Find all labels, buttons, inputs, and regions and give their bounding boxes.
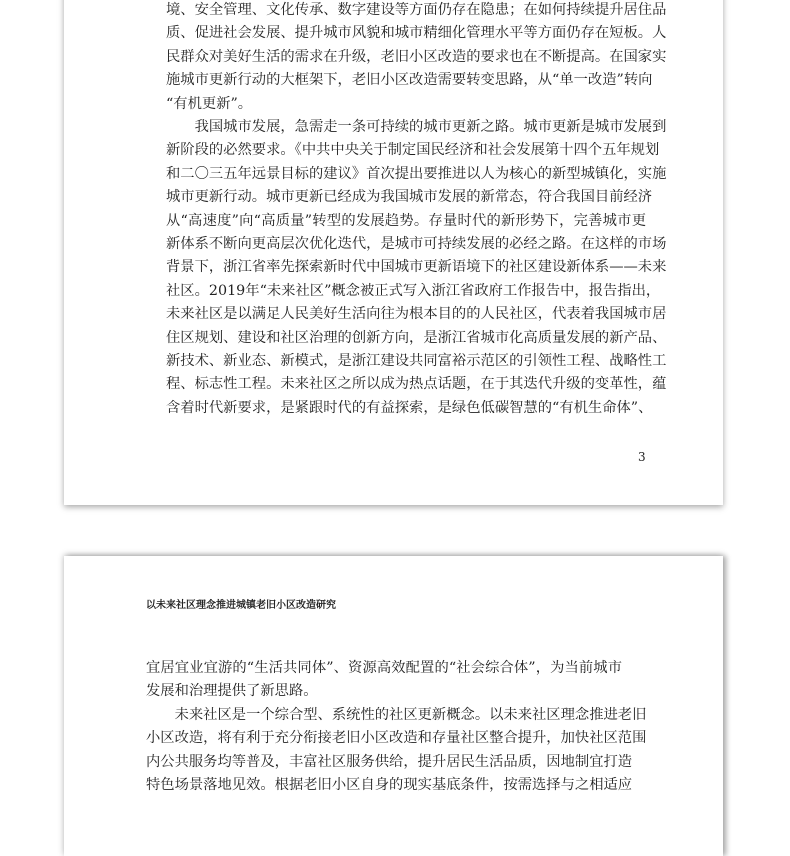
document-page-4 [64, 556, 723, 856]
text-line: 程、标志性工程。未来社区之所以成为热点话题，在于其迭代升级的变革性，蕴 [166, 376, 667, 393]
text-line: 社区。2019年“未来社区”概念被正式写入浙江省政府工作报告中，报告指出， [166, 282, 661, 299]
text-line: 发展和治理提供了新思路。 [146, 683, 318, 700]
text-line: 未来社区是一个综合型、系统性的社区更新概念。以未来社区理念推进老旧 [146, 706, 647, 723]
text-line: 施城市更新行动的大框架下，老旧小区改造需要转变思路，从“单一改造”转向 [166, 72, 653, 89]
text-line: 宜居宜业宜游的“生活共同体”、资源高效配置的“社会综合体”，为当前城市 [146, 660, 622, 676]
text-line: 从“高速度”向“高质量”转型的发展趋势。存量时代的新形势下，完善城市更 [166, 212, 646, 229]
text-line: “有机更新”。 [166, 95, 253, 112]
running-header: 以未来社区理念推进城镇老旧小区改造研究 [146, 600, 336, 611]
page-number: 3 [638, 450, 646, 464]
text-line: 含着时代新要求，是紧跟时代的有益探索，是绿色低碳智慧的“有机生命体”、 [166, 399, 653, 416]
text-line: 民群众对美好生活的需求在升级，老旧小区改造的要求也在不断提高。在国家实 [166, 48, 667, 65]
text-line: 小区改造，将有利于充分衔接老旧小区改造和存量社区整合提升，加快社区范围 [146, 730, 647, 747]
text-line: 未来社区是以满足人民美好生活向往为根本目的的人民社区，代表着我国城市居 [166, 306, 667, 323]
text-line: 背景下，浙江省率先探索新时代中国城市更新语境下的社区建设新体系——未来 [166, 259, 667, 276]
text-line: 我国城市发展，急需走一条可持续的城市更新之路。城市更新是城市发展到 [166, 119, 667, 135]
text-line: 住区规划、建设和社区治理的创新方向，是浙江省城市化高质量发展的新产品、 [166, 329, 667, 346]
document-page-3 [64, 0, 723, 505]
text-line: 特色场景落地见效。根据老旧小区自身的现实基底条件，按需选择与之相适应 [146, 777, 633, 793]
text-line: 新体系不断向更高层次优化迭代，是城市可持续发展的必经之路。在这样的市场 [166, 236, 667, 252]
text-line: 内公共服务均等普及，丰富社区服务供给，提升居民生活品质，因地制宜打造 [146, 753, 633, 770]
text-line: 城市更新行动。城市更新已经成为我国城市发展的新常态，符合我国目前经济 [166, 189, 653, 206]
text-line: 境、安全管理、文化传承、数字建设等方面仍存在隐患；在如何持续提升居住品 [166, 2, 667, 18]
text-line: 新技术、新业态、新模式，是浙江建设共同富裕示范区的引领性工程、战略性工 [166, 353, 667, 369]
text-line: 质、促进社会发展、提升城市风貌和城市精细化管理水平等方面仍存在短板。人 [166, 25, 667, 42]
text-line: 和二〇三五年远景目标的建议》首次提出要推进以人为核心的新型城镇化，实施 [166, 165, 667, 182]
text-line: 新阶段的必然要求。《中共中央关于制定国民经济和社会发展第十四个五年规划 [166, 142, 660, 159]
